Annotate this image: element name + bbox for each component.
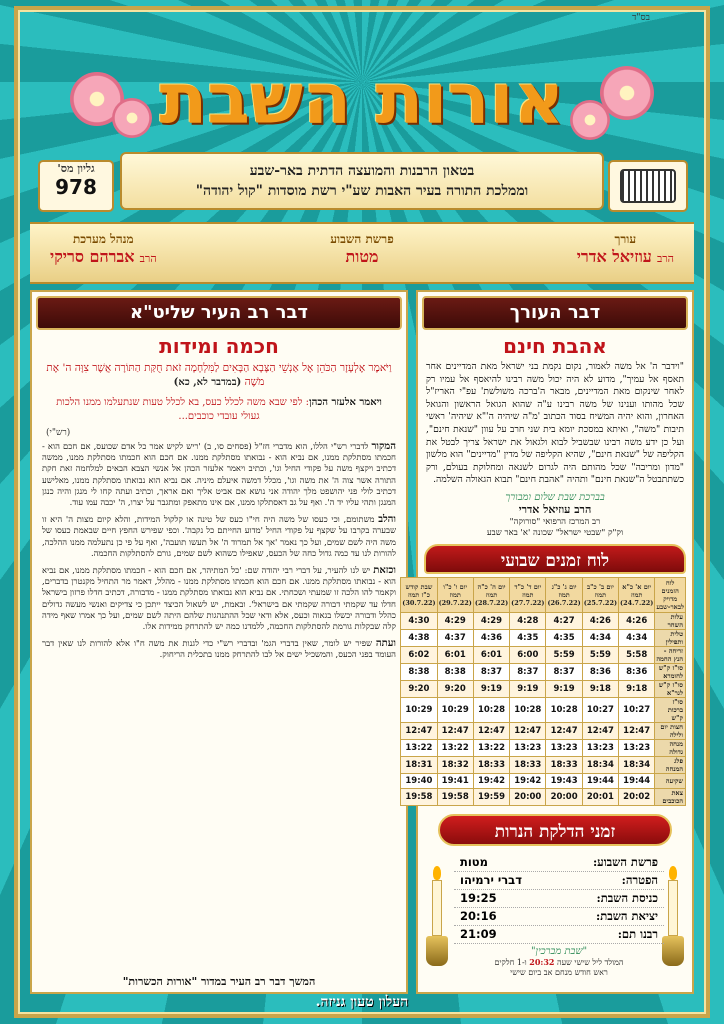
schedule-cell: 10:28 [546,697,582,722]
body2-text: משתומם, וכי כעסו של משה היה חי"ו כעס של טינה או קלקול המידות, והלא קיום מצות ה' היא זו שבערה בקרבו על שקצף על פקודי החיל 'מדוע החייתם כל נקבה'. וכפי שפירש החפץ חיים שבאמת כעסו של משה היה לשם שמים, ועל כך נאמר 'אך אל תמרוד ה' אל תעשו תועבה', ואף על פי כן נתעלמה ממנו ההלכה, להורות לנו עד כמה גדול כחה של הכעס, שאפילו כשהוא לשם שמים, גורם להסתלקות החכמה. [42,514,396,558]
staff-parasha-name: מטות [345,247,379,266]
schedule-cell: 9:20 [401,680,437,697]
schedule-cell: 19:44 [619,773,655,789]
schedule-row [401,680,686,697]
rabbi-body-3 [32,562,406,635]
body4-lead: ועתה [375,638,396,650]
logo-emblem-icon [620,169,676,203]
verse-text: וַיֹּאמֶר אֶלְעָזָר הַכֹּהֵן אֶל אַנְשֵׁי הַצָּבָא הַבָּאִים לַמִּלְחָמָה זֹאת חֻקַּת הַתּוֹרָה אֲשֶׁר צִוָּה ה' אֶת מֹשֶׁה [46,362,392,388]
schedule-row [401,739,686,756]
schedule-cell: 19:41 [437,773,473,789]
schedule-header-row [401,577,686,612]
schedule-cell: 12:47 [437,722,473,739]
staff-manager [50,232,157,267]
schedule-cell: 18:32 [437,756,473,773]
schedule-cell: 18:34 [582,756,618,773]
schedule-row [401,612,686,629]
schedule-cell: 8:36 [619,663,655,680]
schedule-col-header: יום ג' כ"ג תמוז (26.7.22) [546,577,582,612]
schedule-row-label: עלות השחר [655,612,686,629]
body4-text: שפיר יש לומר, שאין בדברי הגמ' ובדברי רש"י כדי לגנות את משה ח"ו אלא להורות לנו שאין דבר העומד בפני הכעס, והמשכיל ישים אל לבו להתרחק ממנו בתכלית הריחוק. [42,638,396,660]
body1-text: לדברי רש"י הללו, הוא מדברי חז"ל (פסחים סו, ב) 'ריש לקיש אמר כל אדם שכועס, אם חכם הוא - חכמתו מסתלקת ממנו, אם נביא הוא - נבואתו מסתלקת ממנו. אם חכם הוא חכמתו מסתלקת ממנו, ממשה דכתיב ויקצף משה על פקודי החיל וגו', וכתיב ויאמר אלעזר הכהן אל אנשי הצבא הבאים למלחמה זאת חקת התורה אשר צוה ה' את משה וגו', מכלל דמשה איעלם מיניה. אם נביא הוא נבואתו מסתלקת ממנו, מאלישע דכתיב לולי פני יהושפט מלך יהודה אני נושא אם אביט אליך ואם אראך, וכתיב ועתה קחו לי מנגן והיה כנגן המנגן ותהי עליו יד ה'. ואף על גב דאסתלקו ממנו, אם אינו מתאפק ומתגבר על יצרו, ה' יכבה עמו עוד. [42,441,396,508]
schedule-cell: 4:38 [401,629,437,646]
editor-signature [418,503,692,516]
schedule-cell: 13:22 [437,739,473,756]
schedule-cell: 4:34 [619,629,655,646]
rabbi-body-4 [32,635,406,663]
schedule-cell: 10:29 [437,697,473,722]
signature-name: עוזיאל אדרי [518,502,571,516]
schedule-cell: 18:33 [546,756,582,773]
schedule-cell: 12:47 [473,722,509,739]
schedule-row-label: זריחה - הנץ החמה [655,646,686,663]
body2-lead: והלב [378,514,396,526]
schedule-cell: 10:29 [401,697,437,722]
schedule-cell: 4:26 [619,612,655,629]
candles-box [422,850,688,978]
schedule-row-label: פלג המנחה [655,756,686,773]
schedule-cell: 4:34 [582,629,618,646]
rabbi-body-1 [32,438,406,511]
schedule-row-label: מנחה גדולה [655,739,686,756]
schedule-cell: 4:35 [546,629,582,646]
body3-lead: וכזאת [373,565,396,577]
schedule-cell: 6:00 [510,646,546,663]
editor-column-subtitle: אהבת חינם [503,334,607,358]
schedule-row [401,756,686,773]
schedule-cell: 6:01 [473,646,509,663]
mevarchim-note: "שבת מברכין" [530,946,588,958]
schedule-row [401,789,686,806]
schedule-cell: 20:00 [546,789,582,806]
schedule-cell: 18:31 [401,756,437,773]
schedule-cell: 13:22 [473,739,509,756]
schedule-cell: 6:02 [401,646,437,663]
schedule-cell: 8:36 [582,663,618,680]
schedule-cell: 8:37 [546,663,582,680]
banner-line-1: בטאון הרבנות והמועצה הדתית באר-שבע [249,163,475,179]
quote-lead: ויאמר אלעזר הכהן [309,397,382,408]
schedule-row-label: סו"ז ברכות ק"ש [655,697,686,722]
staff-editor-role: עורך [614,232,637,246]
schedule-row-label: טלית ותפילין [655,629,686,646]
candles-row-value: מטות [460,855,488,870]
editor-blessing: בברכת שבת שלום ומבורך [505,491,605,503]
rabbi-body-2 [32,511,406,562]
rashi-ref: (רש"י) [46,428,71,438]
body1-lead: המקור [371,441,396,452]
staff-editor-name: עוזיאל אדרי [576,247,652,266]
issue-label: גליון מס' [57,162,95,175]
verse [32,358,406,393]
schedule-cell: 12:47 [582,722,618,739]
signature-prefix: הרב [574,502,592,516]
schedule-cell: 10:28 [473,697,509,722]
schedule-cell: 10:28 [510,697,546,722]
schedule-row [401,773,686,789]
rabbi-column-subtitle: חכמה ומידות [159,334,279,358]
schedule-cell: 4:36 [473,629,509,646]
schedule-cell: 13:22 [401,739,437,756]
schedule-cell: 19:58 [401,789,437,806]
schedule-row [401,697,686,722]
schedule-cell: 4:35 [510,629,546,646]
candles-row [454,890,664,908]
staff-manager-prefix: הרב [139,252,157,265]
staff-editor-prefix: הרב [656,252,674,265]
schedule-cell: 12:47 [401,722,437,739]
rashi-quote [32,393,406,427]
schedule-col-header: יום א' כ"א תמוז (24.7.22) [619,577,655,612]
candles-row [454,872,664,890]
issue-box [38,160,114,212]
candles-row-label: פרשת השבוע: [592,855,658,870]
candles-row [454,926,664,944]
schedule-cell: 13:23 [582,739,618,756]
candlestick-left-icon [426,866,448,970]
candles-row [454,908,664,926]
schedule-cell: 19:43 [546,773,582,789]
schedule-col-header: יום ב' כ"ב תמוז (25.7.22) [582,577,618,612]
molad-line-2: ראש חודש מנחם אב ביום שישי [510,968,608,978]
schedule-cell: 18:33 [510,756,546,773]
schedule-cell: 20:02 [619,789,655,806]
candles-row-value: 21:09 [460,927,497,942]
footer-note: העלון טעון גניזה. [315,994,409,1010]
editor-column-heading: דבר העורך [422,296,688,330]
schedule-row-label: סו"ז ק"ש לגר"א [655,680,686,697]
staff-manager-role: מנהל מערכת [72,232,134,246]
candles-row-label: הפטרה: [621,873,658,888]
editor-text: "וידבר ה' אל משה לאמור, נקום נקמת בני ישראל מאת המדיינים אחר תאסף אל עמיך", מדוע לא היה יכול משה רבינו להיאסף אל עמיו רק לאחר שינקום מאת המדיינים, מבאר ה'ברכה משולשת' עפ"י האריז"ל שכל מהותו וענינו של משה רבינו ע"ה שהוא הגואל הראשון והגואל האחרון, והוא יהיה המשיח בסוד הכתוב 'מ"ה שיהיה ה'"א שיהיה' ראשי תיבות "משה", ואיתא במסכת יומא בית שני חרב על עוון "שנאת חינם", ועל כן ידע משה רבינו שבשביל לבוא ולגאול את ישראל צריך לבטל את הקליפה של "שנאת חינם", שהיא הקליפה של מדין "מדיינים" הוא מלשון "מדון ומריבה" שכל מהותם היה לגרום לשנאה ומחלוקת בעולם, ורק כשתתבטל ה"שנאת חינם" ותהיה "אהבת חינם" תבוא הגאולה השלמה. [426,361,684,486]
schedule-cell: 8:38 [437,663,473,680]
schedule-cell: 4:29 [473,612,509,629]
candles-row-value: דברי ירמיהו [460,873,522,888]
molad-part-a: המולד ליל שישי שעה [554,958,624,968]
schedule-cell: 20:01 [582,789,618,806]
schedule-cell: 19:42 [473,773,509,789]
schedule-cell: 5:59 [546,646,582,663]
page-marker: בס"ד [632,13,650,23]
schedule-col-header: יום ד' כ"ד תמוז (27.7.22) [510,577,546,612]
schedule-cell: 12:47 [510,722,546,739]
candles-row-value: 19:25 [460,891,497,906]
schedule-cell: 13:23 [510,739,546,756]
schedule-cell: 5:59 [582,646,618,663]
schedule-cell: 12:47 [619,722,655,739]
molad-time: 20:32 [529,957,555,968]
issue-number: 978 [55,175,97,199]
schedule-cell: 19:42 [510,773,546,789]
schedule-cell: 6:01 [437,646,473,663]
molad-line-1 [454,957,664,968]
schedule-row-label: שקיעה [655,773,686,789]
schedule-heading: לוח זמנים שבועי [424,544,686,574]
schedule-cell: 4:28 [510,612,546,629]
candles-row [454,854,664,872]
publisher-logo [608,160,688,212]
schedule-cell: 19:58 [437,789,473,806]
schedule-corner: לוח הזמנים מדויק לבאר-שבע [656,578,684,611]
schedule-cell: 4:29 [437,612,473,629]
schedule-col-header: שבת קודש כ"ז תמוז (30.7.22) [401,577,437,612]
schedule-cell: 4:30 [401,612,437,629]
signature-line-2: וק"ק "שבטי ישראל" שכונה 'א' באר שבע [486,527,624,538]
candles-row-label: כניסת השבת: [596,891,658,906]
schedule-cell: 13:23 [619,739,655,756]
masthead-title: אורות השבת [159,58,565,140]
continue-note: המשך דבר רב העיר במדור "אורות הכשרות" [122,975,316,988]
schedule-cell: 9:20 [437,680,473,697]
staff-bar [30,222,694,284]
quote-text: : לפי שבא משה לכלל כעס, בא לכלל טעות שנתעלמו ממנו הלכות געולי עובדי כוכבים... [56,397,310,422]
schedule-cell: 20:00 [510,789,546,806]
schedule-cell: 13:23 [546,739,582,756]
schedule-cell: 9:19 [510,680,546,697]
candles-heading: זמני הדלקת הנרות [438,814,672,846]
rabbi-column [30,290,408,994]
body3-text: יש לנו להעיר, על דברי רבי יהודה שם: 'כל המתיהר, אם חכם הוא - חכמתו מסתלקת ממנו, אם נביא הוא - נבואתו מסתלקת ממנו. אם חכם הוא חכמתו מסתלקת ממנו - מהלל, דאמר מר התחיל מקנטרן בדברים, וקאמר להו הלכה זו שמעתי ושכחתי. אם נביא הוא נבואתו מסתלקת ממנו - מדבורה, דכתיב חדלו פרזון בישראל חדלו עד שקמתי דבורה שקמתי אם בישראל'. ובאמת, יש לשאול הכיצד ייתכן כי צדיקים ואנשי מעשה גדולים כהלל ודבורה יכשלו בגאוה וכעס, אלא ודאי שכל ההתנהגות שלהם היתה לשם שמים, ועל כך אמרו שאף מידה קלה שבקלות גורמת להסתלקות החכמה, ללמדנו כמה יש להתרחק ממידות אלו. [42,565,396,632]
schedule-cell: 9:18 [582,680,618,697]
rabbi-column-heading: דבר רב העיר שליט"א [36,296,402,330]
schedule-cell: 4:26 [582,612,618,629]
staff-manager-name: אברהם סריקי [50,247,135,266]
schedule-row [401,722,686,739]
schedule-cell: 19:40 [401,773,437,789]
editor-column [402,290,694,994]
schedule-row [401,663,686,680]
candles-row-label: יציאת השבת: [595,909,658,924]
schedule-row-label: צאת הכוכבים [655,789,686,806]
schedule-cell: 9:19 [473,680,509,697]
schedule-col-header: יום ה' כ"ה תמוז (28.7.22) [473,577,509,612]
schedule-cell: 8:37 [473,663,509,680]
schedule-table [400,577,686,807]
schedule-cell: 8:37 [510,663,546,680]
schedule-row-label: סו"ז ק"ש לחומרא [655,663,686,680]
candles-row-value: 20:16 [460,909,497,924]
schedule-cell: 10:27 [619,697,655,722]
schedule-col-header: יום ו' כ"ו תמוז (29.7.22) [437,577,473,612]
schedule-cell: 19:44 [582,773,618,789]
schedule-cell: 9:19 [546,680,582,697]
staff-editor [577,232,674,267]
schedule-cell: 4:37 [437,629,473,646]
schedule-cell: 9:18 [619,680,655,697]
publisher-banner [120,152,604,210]
schedule-cell: 10:27 [582,697,618,722]
staff-parasha-role: פרשת השבוע [330,232,394,246]
schedule-row-label: חצות יום ולילה [655,722,686,739]
schedule-cell: 4:27 [546,612,582,629]
schedule-cell: 12:47 [546,722,582,739]
signature-line-1: רב המרכז הרפואי "סורוקה" [509,516,601,527]
molad-part-c: ו-1 חלקים [494,958,530,968]
schedule-cell: 19:59 [473,789,509,806]
staff-parasha [302,232,422,267]
schedule-row [401,629,686,646]
schedule-cell: 18:34 [619,756,655,773]
banner-line-2: וממלכת התורה בעיר האבות שע"י רשת מוסדות "קול יהודה" [195,183,529,199]
schedule-row [401,646,686,663]
schedule-cell: 5:58 [619,646,655,663]
candles-row-label: רבנו תם: [617,927,658,942]
candles-table [454,854,664,978]
candlestick-right-icon [662,866,684,970]
schedule-cell: 18:33 [473,756,509,773]
verse-ref: (במדבר לא, כא) [173,377,242,388]
schedule-cell: 8:38 [401,663,437,680]
